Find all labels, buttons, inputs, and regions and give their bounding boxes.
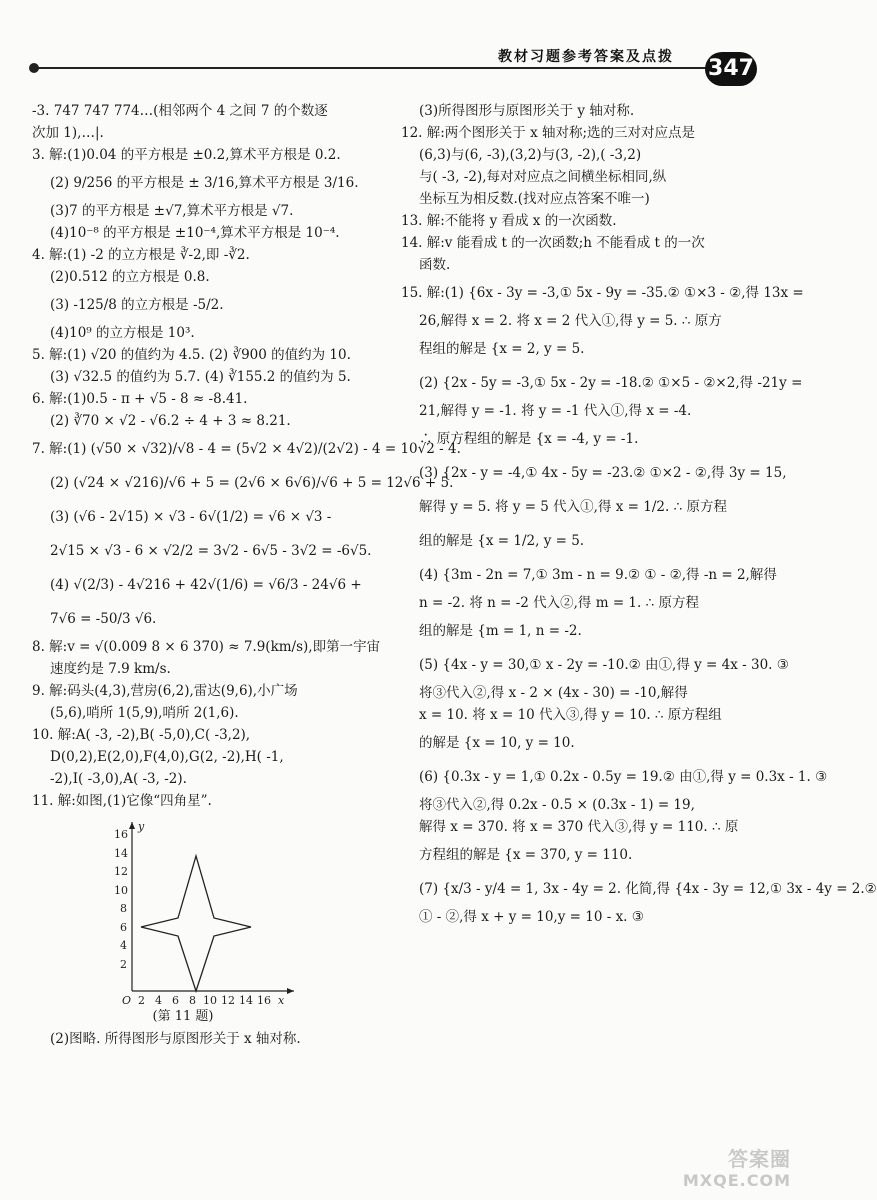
answer-line: 2√15 × √3 - 6 × √2/2 = 3√2 - 6√5 - 3√2 = -6√5.	[50, 543, 372, 559]
x-tick-label: 16	[257, 994, 271, 1007]
y-tick-label: 8	[120, 902, 127, 915]
answer-line: (5,6),哨所 1(5,9),哨所 2(1,6).	[50, 705, 239, 721]
answer-line: (4)10⁹ 的立方根是 10³.	[50, 325, 195, 341]
answer-line: 将③代入②,得 x - 2 × (4x - 30) = -10,解得	[419, 685, 688, 701]
watermark-logo	[683, 1148, 791, 1192]
answer-line: 与( -3, -2),每对对应点之间横坐标相同,纵	[419, 169, 667, 185]
four-point-star	[141, 856, 251, 991]
y-tick-label: 16	[114, 828, 128, 841]
answer-line: (3) -125/8 的立方根是 -5/2.	[50, 297, 224, 313]
origin-label: O	[122, 994, 132, 1007]
answer-line: 13. 解:不能将 y 看成 x 的一次函数.	[401, 213, 617, 229]
answer-line: (3) √32.5 的值约为 5.7. (4) ∛155.2 的值约为 5.	[50, 369, 351, 385]
answer-line: (2) {2x - 5y = -3,① 5x - 2y = -18.② ①×5 - ②×2,得 -21y =	[419, 375, 803, 391]
answer-line: 将③代入②,得 0.2x - 0.5 × (0.3x - 1) = 19,	[419, 797, 695, 813]
y-tick-label: 10	[114, 884, 128, 897]
answer-line: 组的解是 {m = 1, n = -2.	[419, 623, 582, 639]
right-column	[401, 100, 877, 928]
star-coordinate-figure	[112, 816, 302, 1006]
answer-line: 程组的解是 {x = 2, y = 5.	[419, 341, 585, 357]
answer-line: 速度约是 7.9 km/s.	[50, 661, 171, 677]
x-tick-label: 6	[172, 994, 179, 1007]
answer-line: 函数.	[419, 257, 451, 273]
x-tick-label: 10	[203, 994, 217, 1007]
answer-line: 5. 解:(1) √20 的值约为 4.5. (2) ∛900 的值约为 10.	[32, 347, 351, 363]
answer-line: (4) {3m - 2n = 7,① 3m - n = 9.② ① - ②,得 -n = 2,解得	[419, 567, 777, 583]
y-axis-arrow	[129, 822, 135, 829]
y-tick-label: 4	[120, 939, 127, 952]
answer-line: 14. 解:v 能看成 t 的一次函数;h 不能看成 t 的一次	[401, 235, 705, 251]
x-axis-arrow	[287, 988, 294, 994]
watermark-url: MXQE.COM	[682, 1171, 791, 1190]
answer-line: (4)10⁻⁸ 的平方根是 ±10⁻⁴,算术平方根是 10⁻⁴.	[50, 225, 340, 241]
answer-line: (2) 9/256 的平方根是 ± 3/16,算术平方根是 3/16.	[50, 175, 359, 191]
answer-line: 3. 解:(1)0.04 的平方根是 ±0.2,算术平方根是 0.2.	[32, 147, 341, 163]
answer-line: ① - ②,得 x + y = 10,y = 10 - x. ③	[419, 909, 644, 925]
y-tick-label: 12	[114, 865, 128, 878]
x-tick-label: 2	[138, 994, 145, 1007]
answer-line: (3)7 的平方根是 ±√7,算术平方根是 √7.	[50, 203, 294, 219]
answer-line: 坐标互为相反数.(找对应点答案不唯一)	[419, 191, 650, 207]
answer-line: 8. 解:v = √(0.009 8 × 6 370) ≈ 7.9(km/s),即第一宇宙	[32, 639, 381, 655]
answer-line: (2)图略. 所得图形与原图形关于 x 轴对称.	[50, 1031, 301, 1047]
x-axis-label: x	[278, 994, 285, 1007]
answer-line: 15. 解:(1) {6x - 3y = -3,① 5x - 9y = -35.② ①×3 - ②,得 13x =	[401, 285, 804, 301]
answer-line: (4) √(2/3) - 4√216 + 42√(1/6) = √6/3 - 24√6 +	[50, 577, 362, 593]
x-tick-label: 12	[221, 994, 235, 1007]
y-axis-label: y	[138, 820, 145, 833]
answer-line: 4. 解:(1) -2 的立方根是 ∛-2,即 -∛2.	[32, 247, 250, 263]
answer-line: ∴ 原方程组的解是 {x = -4, y = -1.	[419, 431, 639, 447]
answer-line: x = 10. 将 x = 10 代入③,得 y = 10. ∴ 原方程组	[419, 707, 722, 723]
answer-line: 7√6 = -50/3 √6.	[50, 611, 157, 627]
answer-line: -2),I( -3,0),A( -3, -2).	[50, 771, 187, 787]
figure-11	[112, 816, 302, 1006]
answer-line: 方程组的解是 {x = 370, y = 110.	[419, 847, 633, 863]
figure-caption: (第 11 题)	[152, 1009, 214, 1024]
y-tick-label: 14	[114, 847, 128, 860]
x-tick-label: 8	[189, 994, 196, 1007]
y-tick-label: 6	[120, 921, 127, 934]
answer-line: 7. 解:(1) (√50 × √32)/√8 - 4 = (5√2 × 4√2)/(2√2) - 4 = 10√2 - 4.	[32, 441, 461, 457]
x-tick-label: 4	[155, 994, 162, 1007]
answer-line: 26,解得 x = 2. 将 x = 2 代入①,得 y = 5. ∴ 原方	[419, 313, 722, 329]
answer-line: (3) (√6 - 2√15) × √3 - 6√(1/2) = √6 × √3 -	[50, 509, 332, 525]
answer-line: D(0,2),E(2,0),F(4,0),G(2, -2),H( -1,	[50, 749, 284, 765]
answer-line: (6) {0.3x - y = 1,① 0.2x - 0.5y = 19.② 由①,得 y = 0.3x - 1. ③	[419, 769, 828, 785]
answer-line: (2)0.512 的立方根是 0.8.	[50, 269, 210, 285]
answer-line: 9. 解:码头(4,3),营房(6,2),雷达(9,6),小广场	[32, 683, 298, 699]
y-tick-label: 2	[120, 958, 127, 971]
answer-line: (2) ∛70 × √2 - √6.2 ÷ 4 + 3 ≈ 8.21.	[50, 413, 291, 429]
answer-line: 组的解是 {x = 1/2, y = 5.	[419, 533, 585, 549]
page-number-badge: 347	[705, 52, 757, 86]
x-tick-label: 14	[239, 994, 253, 1007]
answer-line: 11. 解:如图,(1)它像“四角星”.	[32, 793, 212, 809]
answer-line: (3) {2x - y = -4,① 4x - 5y = -23.② ①×2 - ②,得 3y = 15,	[419, 465, 787, 481]
header-rule	[34, 67, 714, 69]
answer-line: 21,解得 y = -1. 将 y = -1 代入①,得 x = -4.	[419, 403, 692, 419]
answer-line: 次加 1),…|.	[32, 125, 104, 141]
answer-line: 解得 x = 370. 将 x = 370 代入③,得 y = 110. ∴ 原	[419, 819, 739, 835]
watermark-text: 答案圈	[728, 1147, 791, 1171]
answer-line: (3)所得图形与原图形关于 y 轴对称.	[419, 103, 635, 119]
answer-line: n = -2. 将 n = -2 代入②,得 m = 1. ∴ 原方程	[419, 595, 699, 611]
answer-line: (2) (√24 × √216)/√6 + 5 = (2√6 × 6√6)/√6 + 5 = 12√6 + 5.	[50, 475, 454, 491]
answer-line: 10. 解:A( -3, -2),B( -5,0),C( -3,2),	[32, 727, 251, 743]
answer-line: 的解是 {x = 10, y = 10.	[419, 735, 575, 751]
answer-line: -3. 747 747 774…(相邻两个 4 之间 7 的个数逐	[32, 103, 328, 119]
answer-line: (6,3)与(6, -3),(3,2)与(3, -2),( -3,2)	[419, 147, 642, 163]
answer-line: 6. 解:(1)0.5 - π + √5 - 8 ≈ -8.41.	[32, 391, 248, 407]
answer-line: 解得 y = 5. 将 y = 5 代入①,得 x = 1/2. ∴ 原方程	[419, 499, 727, 515]
answer-line: (7) {x/3 - y/4 = 1, 3x - 4y = 2. 化简,得 {4x - 3y = 12,① 3x - 4y = 2.②	[419, 881, 877, 897]
answer-line: (5) {4x - y = 30,① x - 2y = -10.② 由①,得 y = 4x - 30. ③	[419, 657, 789, 673]
answer-line: 12. 解:两个图形关于 x 轴对称;选的三对对应点是	[401, 125, 696, 141]
page-header-title: 教材习题参考答案及点拨	[498, 49, 674, 65]
